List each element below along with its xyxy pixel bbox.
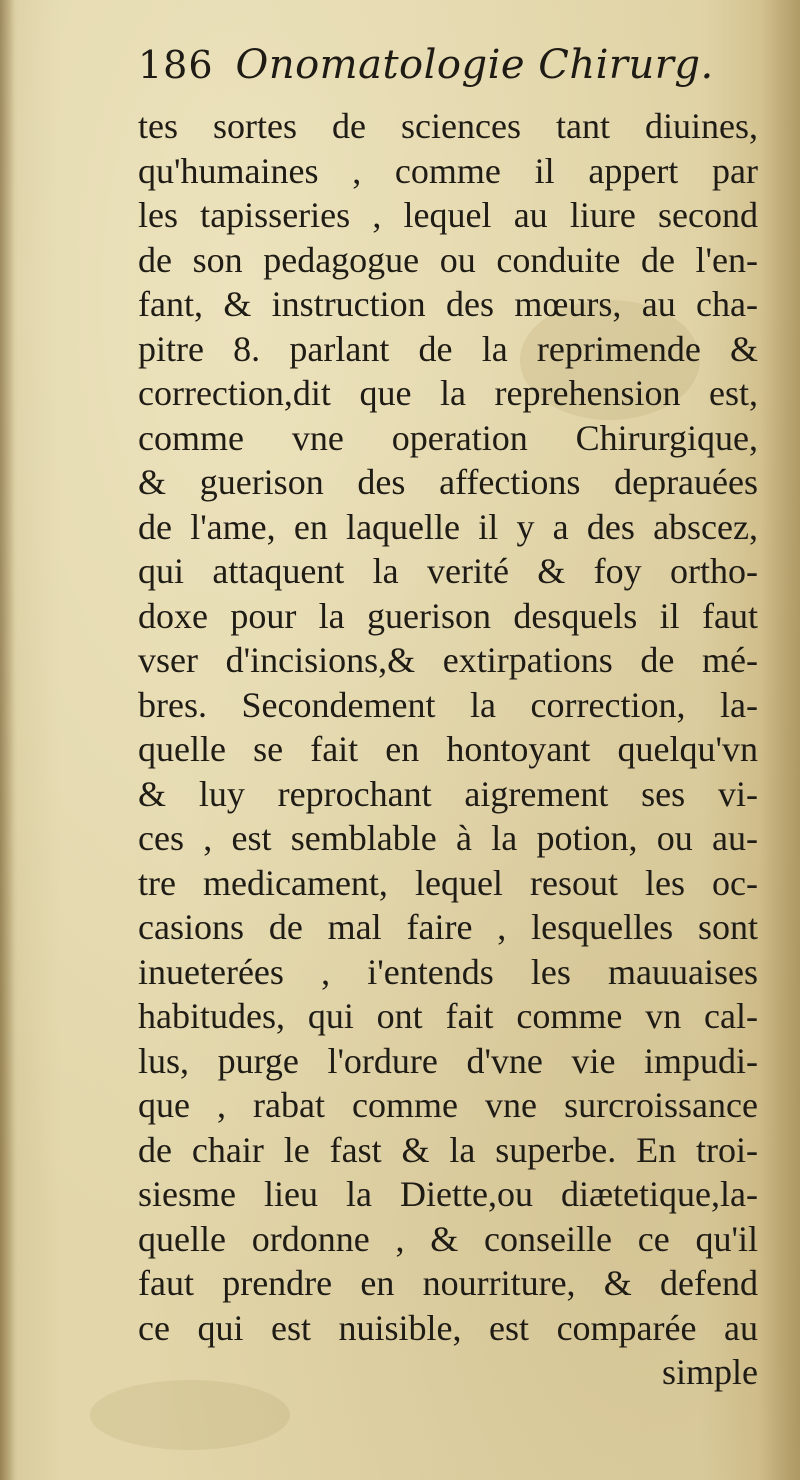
text-line: que , rabat comme vne surcroissance — [138, 1085, 758, 1125]
text-line: comme vne operation Chirurgique, — [138, 417, 758, 458]
running-head — [138, 42, 758, 112]
text-line: quelle ordonne , & conseille ce qu'il — [138, 1218, 758, 1259]
text-line: faut prendre en nourriture, & defend — [138, 1263, 758, 1303]
text-line: vser d'incisions,& extirpations de mé- — [138, 640, 758, 680]
text-line: lus, purge l'ordure d'vne vie impudi- — [138, 1040, 758, 1081]
text-line: bres. Secondement la correction, la- — [138, 684, 758, 725]
text-line: les tapisseries , lequel au liure second — [138, 195, 758, 235]
text-line: tre medicament, lequel resout les oc- — [138, 862, 758, 903]
body-text — [138, 104, 758, 1395]
text-line: siesme lieu la Diette,ou diætetique,la- — [138, 1174, 758, 1214]
text-line: ces , est semblable à la potion, ou au- — [138, 818, 758, 858]
text-line: de chair le fast & la superbe. En troi- — [138, 1129, 758, 1170]
page-number: 186 — [138, 43, 214, 87]
text-line: fant, & instruction des mœurs, au cha- — [138, 284, 758, 324]
text-line: & guerison des affections deprauées — [138, 462, 758, 502]
text-line: casions de mal faire , lesquelles sont — [138, 907, 758, 947]
text-line: de l'ame, en laquelle il y a des abscez, — [138, 506, 758, 547]
text-line: qui attaquent la verité & foy ortho- — [138, 551, 758, 591]
text-line: de son pedagogue ou conduite de l'en- — [138, 239, 758, 280]
gutter-shadow — [0, 0, 14, 1480]
text-line: habitudes, qui ont fait comme vn cal- — [138, 996, 758, 1036]
catchword: simple — [662, 1352, 758, 1392]
text-line: & luy reprochant aigrement ses vi- — [138, 773, 758, 814]
text-line: ce qui est nuisible, est comparée au — [138, 1307, 758, 1348]
text-line: quelle se fait en hontoyant quelqu'vn — [138, 729, 758, 769]
running-title: Onomatologie Chirurg. — [235, 42, 714, 88]
text-line: doxe pour la guerison desquels il faut — [138, 595, 758, 636]
page-edge — [760, 0, 800, 1480]
text-line: inueterées , i'entends les mauuaises — [138, 951, 758, 992]
text-line: correction,dit que la reprehension est, — [138, 373, 758, 413]
text-line: qu'humaines , comme il appert par — [138, 150, 758, 191]
text-line: tes sortes de sciences tant diuines, — [138, 106, 758, 146]
text-line: pitre 8. parlant de la reprimende & — [138, 328, 758, 369]
